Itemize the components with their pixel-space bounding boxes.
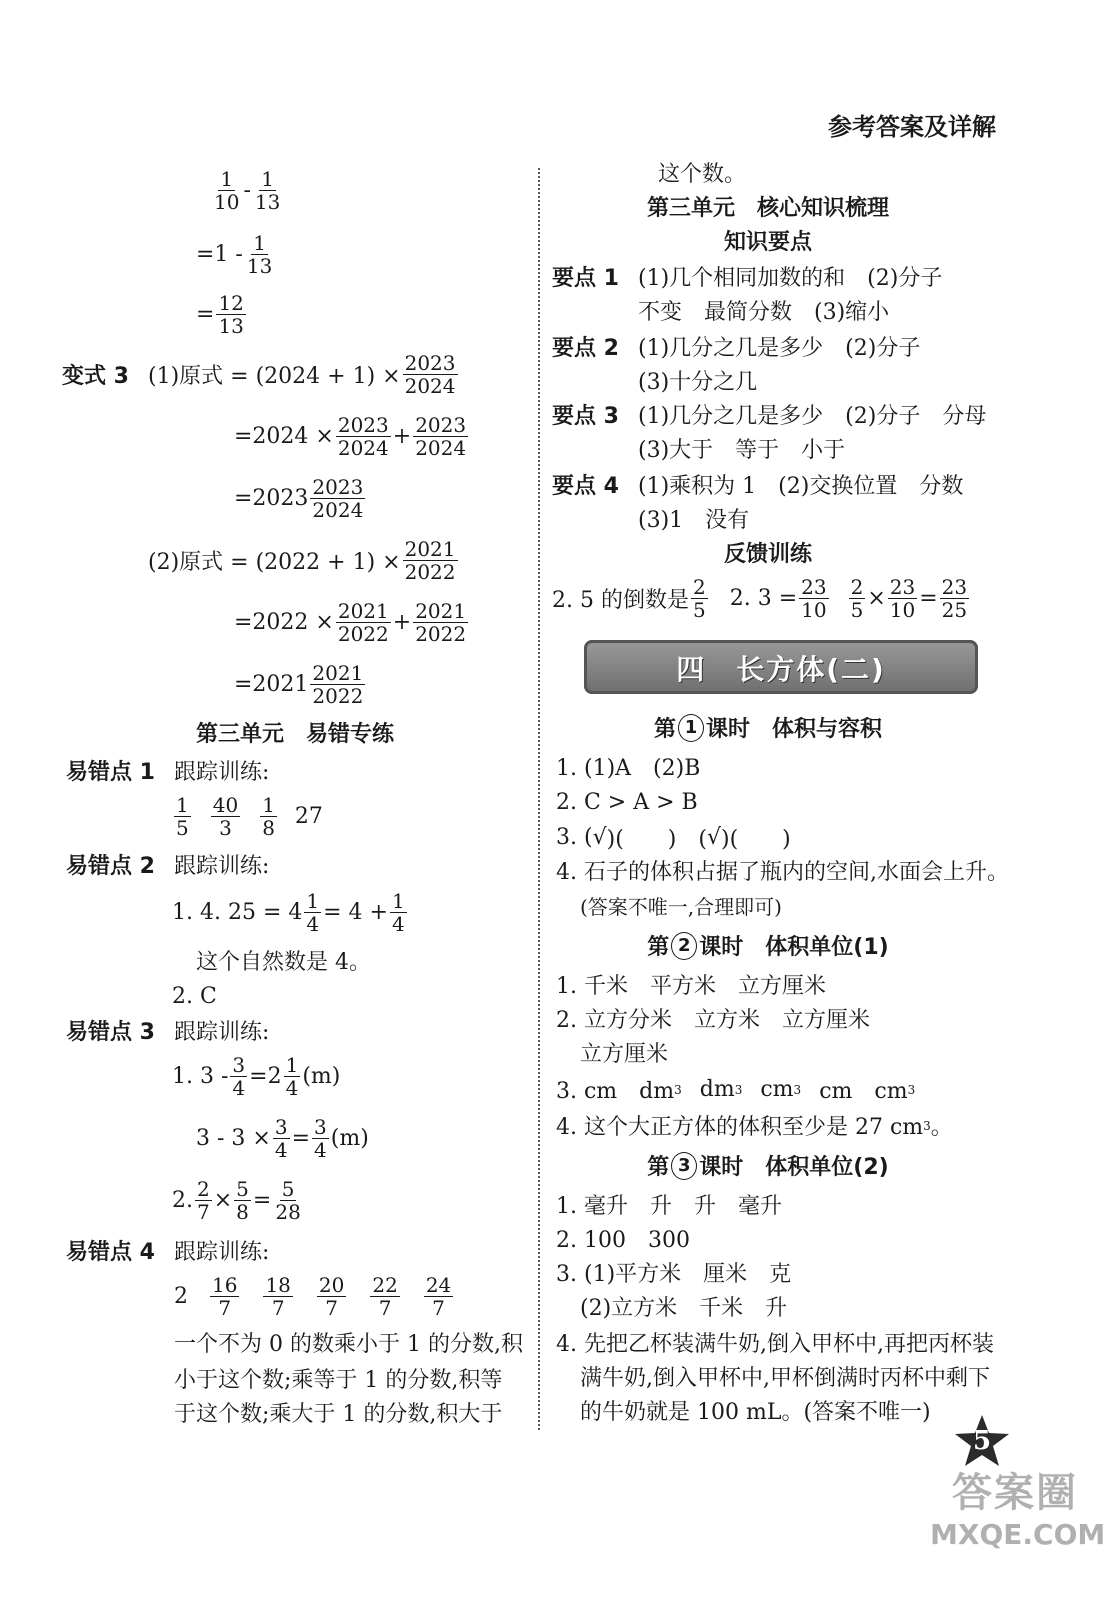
key-point-1-label: 要点 1 bbox=[552, 266, 619, 291]
variant-3-label: 变式 3 bbox=[62, 364, 129, 389]
key-point-4-label: 要点 4 bbox=[552, 474, 619, 499]
lesson-1-title: 第 1 课时 体积与容积 bbox=[548, 712, 988, 743]
error-point-3-line-1: 1. 3 - $\frac{3}{4}$ =2 $\frac{1}{4}$ (m) bbox=[172, 1053, 341, 1100]
section-title-knowledge: 第三单元 核心知识梳理 bbox=[646, 196, 889, 221]
feedback-answer: 2. 5 的倒数是 $\frac{2}{5}$ 2. 3 = $\frac{23}{10}$ $\frac{2}{5}$ × $\frac{23}{10}$ = $\frac{23}{25}$ bbox=[552, 575, 968, 622]
error-point-4-para-1: 一个不为 0 的数乘小于 1 的分数,积 bbox=[174, 1332, 523, 1357]
lesson-2-q2-cont: 立方厘米 bbox=[580, 1042, 669, 1067]
column-divider bbox=[538, 168, 540, 1430]
error-point-4-para-3: 于这个数;乘大于 1 的分数,积大于 bbox=[174, 1402, 503, 1427]
key-point-4-line-a: (1)乘积为 1 (2)交换位置 分数 bbox=[638, 474, 964, 499]
variant-3-line-4: (2)原式 = (2022 + 1) × $\frac{2021}{2022}$ bbox=[148, 537, 456, 584]
watermark-line-2: MXQE.COM bbox=[930, 1518, 1106, 1551]
chapter-banner-title: 四 长方体(二) bbox=[676, 653, 886, 686]
lesson-3-q3-cont: (2)立方米 千米 升 bbox=[580, 1296, 788, 1321]
lesson-1-q4-note: (答案不唯一,合理即可) bbox=[580, 895, 782, 919]
lesson-3-q4-cont-1: 满牛奶,倒入甲杯中,甲杯倒满时丙杯中剩下 bbox=[580, 1366, 990, 1391]
lesson-1-q1: 1. (1)A (2)B bbox=[556, 756, 701, 781]
chapter-banner bbox=[584, 640, 978, 694]
error-point-4-para-2: 小于这个数;乘等于 1 的分数,积等 bbox=[174, 1368, 503, 1393]
calc-line-2: =1 - $\frac{1}{13}$ bbox=[196, 231, 273, 278]
lesson-1-q3: 3. ( √ )( ) ( √ )( ) bbox=[556, 825, 791, 852]
lesson-1-q4: 4. 石子的体积占据了瓶内的空间,水面会上升。 bbox=[556, 860, 1009, 885]
lesson-2-q4: 4. 这个大正方体的体积至少是 27 cm 3 。 bbox=[556, 1115, 953, 1140]
calc-line-1: $\frac{1}{10}$ - $\frac{1}{13}$ bbox=[214, 167, 281, 214]
key-point-3-line-a: (1)几分之几是多少 (2)分子 分母 bbox=[638, 404, 987, 429]
error-point-3-text: 跟踪训练: bbox=[174, 1020, 270, 1045]
lesson-3-q1: 1. 毫升 升 升 毫升 bbox=[556, 1194, 782, 1219]
error-point-3-line-1b: 3 - 3 × $\frac{3}{4}$ = $\frac{3}{4}$ (m) bbox=[196, 1115, 369, 1162]
lesson-1-q2: 2. C > A > B bbox=[556, 790, 698, 815]
key-point-1-line-b: 不变 最简分数 (3)缩小 bbox=[638, 300, 890, 325]
section-title-errors: 第三单元 易错专练 bbox=[195, 722, 394, 747]
variant-3-line-6: =2021 $\frac{2021}{2022}$ bbox=[234, 661, 364, 708]
error-point-2-line-1: 1. 4. 25 = 4 $\frac{1}{4}$ = 4 + $\frac{1}{4}$ bbox=[172, 889, 405, 936]
lesson-2-q3: 3. cm dm 3 dm 3 cm 3 cm cm 3 bbox=[556, 1077, 916, 1104]
key-point-2-label: 要点 2 bbox=[552, 336, 619, 361]
error-point-2-line-1b: 这个自然数是 4。 bbox=[196, 950, 371, 975]
key-point-3-label: 要点 3 bbox=[552, 404, 619, 429]
lesson-3-q4: 4. 先把乙杯装满牛奶,倒入甲杯中,再把丙杯装 bbox=[556, 1332, 994, 1357]
subheading-key-points: 知识要点 bbox=[723, 230, 812, 255]
error-point-1-text: 跟踪训练: bbox=[174, 760, 270, 785]
variant-3-line-3: =2023 $\frac{2023}{2024}$ bbox=[234, 475, 364, 522]
error-point-4-text: 跟踪训练: bbox=[174, 1240, 270, 1265]
variant-3-line-2: =2024 × $\frac{2023}{2024}$ + $\frac{2023}{2024}$ bbox=[234, 413, 467, 460]
lesson-2-q2: 2. 立方分米 立方米 立方厘米 bbox=[556, 1008, 870, 1033]
key-point-3-line-b: (3)大于 等于 小于 bbox=[638, 438, 846, 463]
variant-3-line-1: (1)原式 = (2024 + 1) × $\frac{2023}{2024}$ bbox=[148, 351, 456, 398]
watermark-line-1: 答案圈 bbox=[952, 1470, 1078, 1516]
error-point-2-label: 易错点 2 bbox=[66, 854, 155, 879]
lesson-3-title: 第 3 课时 体积单位(2) bbox=[548, 1150, 988, 1181]
error-point-2-line-2: 2. C bbox=[172, 984, 217, 1009]
page-header-title: 参考答案及详解 bbox=[828, 113, 996, 141]
error-point-4-label: 易错点 4 bbox=[66, 1240, 155, 1265]
error-point-1-answers: $\frac{1}{5}$ $\frac{40}{3}$ $\frac{1}{8}$ 27 bbox=[176, 793, 323, 840]
lesson-3-q2: 2. 100 300 bbox=[556, 1228, 690, 1253]
variant-3-line-5: =2022 × $\frac{2021}{2022}$ + $\frac{2021}{2022}$ bbox=[234, 599, 467, 646]
error-point-1-label: 易错点 1 bbox=[66, 760, 155, 785]
lesson-3-q4-cont-2: 的牛奶就是 100 mL。(答案不唯一) bbox=[580, 1400, 931, 1425]
continued-text: 这个数。 bbox=[658, 162, 747, 187]
lesson-2-q1: 1. 千米 平方米 立方厘米 bbox=[556, 974, 826, 999]
subheading-feedback: 反馈训练 bbox=[723, 542, 812, 567]
key-point-2-line-b: (3)十分之几 bbox=[638, 370, 758, 395]
key-point-4-line-b: (3)1 没有 bbox=[638, 508, 750, 533]
calc-line-3: = $\frac{12}{13}$ bbox=[196, 291, 244, 338]
page-number: 5 bbox=[972, 1426, 992, 1456]
error-point-3-label: 易错点 3 bbox=[66, 1020, 155, 1045]
error-point-4-answers: 2 $\frac{16}{7}$ $\frac{18}{7}$ $\frac{20}{7}$ $\frac{22}{7}$ $\frac{24}{7}$ bbox=[174, 1273, 452, 1320]
page-number-badge bbox=[952, 1412, 1012, 1472]
key-point-1-line-a: (1)几个相同加数的和 (2)分子 bbox=[638, 266, 943, 291]
error-point-2-text: 跟踪训练: bbox=[174, 854, 270, 879]
lesson-2-title: 第 2 课时 体积单位(1) bbox=[548, 930, 988, 961]
watermark bbox=[930, 1468, 1106, 1552]
lesson-3-q3: 3. (1)平方米 厘米 克 bbox=[556, 1262, 792, 1287]
error-point-3-line-2: 2. $\frac{2}{7}$ × $\frac{5}{8}$ = $\frac{5}{28}$ bbox=[172, 1177, 301, 1224]
key-point-2-line-a: (1)几分之几是多少 (2)分子 bbox=[638, 336, 921, 361]
